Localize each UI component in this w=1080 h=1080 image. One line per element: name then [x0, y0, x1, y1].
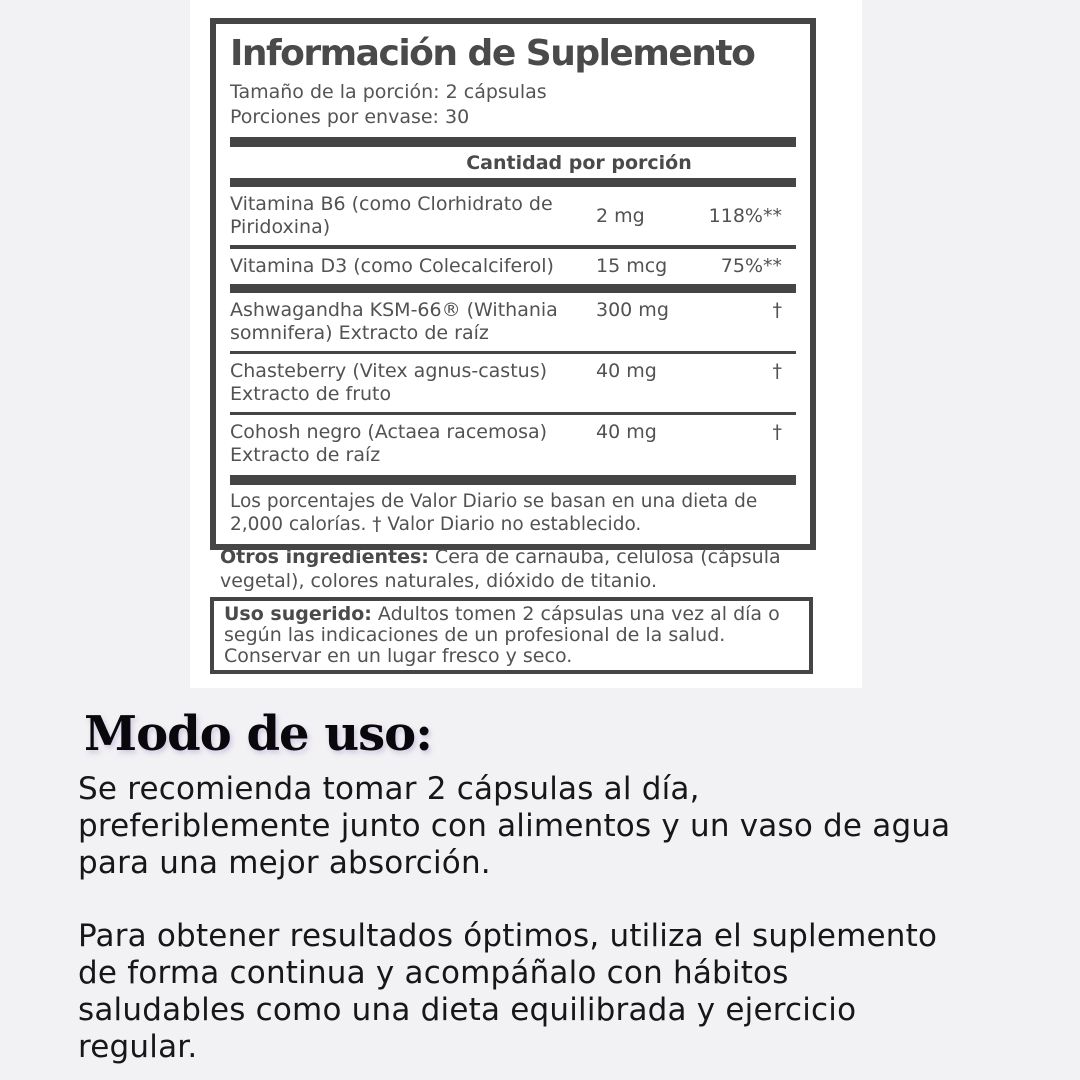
nutrient-name: Ashwagandha KSM-66® (Withania somnifera) Extracto de raíz [230, 299, 558, 344]
divider-thick [230, 178, 796, 187]
usage-heading: Modo de uso: [84, 706, 432, 762]
nutrient-daily-value: 75%** [720, 255, 782, 277]
divider-thick [230, 137, 796, 147]
nutrient-name: Cohosh negro (Actaea racemosa) Extracto de raíz [230, 421, 548, 466]
nutrient-row-black-cohosh [230, 415, 796, 473]
nutrient-daily-value: † [772, 421, 782, 443]
nutrient-daily-value: 118%** [708, 204, 782, 227]
divider-thick [230, 284, 796, 293]
nutrient-row-ashwagandha [230, 293, 796, 351]
nutrient-name: Chasteberry (Vitex agnus-castus) Extracto de fruto [230, 360, 548, 405]
nutrient-row-vitamin-b6 [230, 187, 796, 245]
supplement-facts-box [210, 18, 816, 550]
nutrient-amount: 40 mg [596, 360, 657, 382]
nutrient-name: Vitamina B6 (como Clorhidrato de Piridoxina) [230, 193, 553, 238]
daily-value-footnote: Los porcentajes de Valor Diario se basan en una dieta de 2,000 calorías. † Valor Diario no establecido. [230, 491, 758, 535]
nutrient-amount: 300 mg [596, 299, 669, 321]
nutrient-daily-value: † [772, 299, 782, 321]
serving-size: Tamaño de la porción: 2 cápsulas [230, 81, 547, 103]
facts-title: Información de Suplemento [230, 33, 755, 74]
nutrient-row-vitamin-d3 [230, 249, 796, 284]
suggested-use-box [210, 597, 813, 674]
nutrient-amount: 15 mcg [596, 255, 668, 277]
usage-paragraph-2: Para obtener resultados óptimos, utiliza el suplemento de forma continua y acompáñalo con hábitos saludables como una dieta equilibrada y ejercicio regular. [78, 918, 938, 1065]
other-ingredients [220, 545, 805, 593]
nutrient-row-chasteberry [230, 354, 796, 412]
nutrient-name: Vitamina D3 (como Colecalciferol) [230, 255, 554, 277]
usage-paragraph-1: Se recomienda tomar 2 cápsulas al día, preferiblemente junto con alimentos y un vaso de agua para una mejor absorción. [78, 771, 951, 881]
amount-per-serving-header: Cantidad por porción [466, 152, 692, 174]
nutrient-daily-value: † [772, 360, 782, 382]
suggested-use-label: Uso sugerido: [224, 603, 372, 625]
divider-thick [230, 475, 796, 485]
nutrient-amount: 2 mg [596, 204, 645, 227]
suggested-use-text: Adultos tomen 2 cápsulas una vez al día o según las indicaciones de un profesional de la salud. Conservar en un lugar fresco y seco. [224, 603, 780, 667]
supplement-label-panel [190, 0, 862, 688]
servings-per-container: Porciones por envase: 30 [230, 106, 470, 128]
other-ingredients-label: Otros ingredientes: [220, 546, 429, 568]
nutrient-amount: 40 mg [596, 421, 657, 443]
other-ingredients-text: Cera de carnauba, celulosa (cápsula vegetal), colores naturales, dióxido de titanio. [220, 546, 781, 592]
